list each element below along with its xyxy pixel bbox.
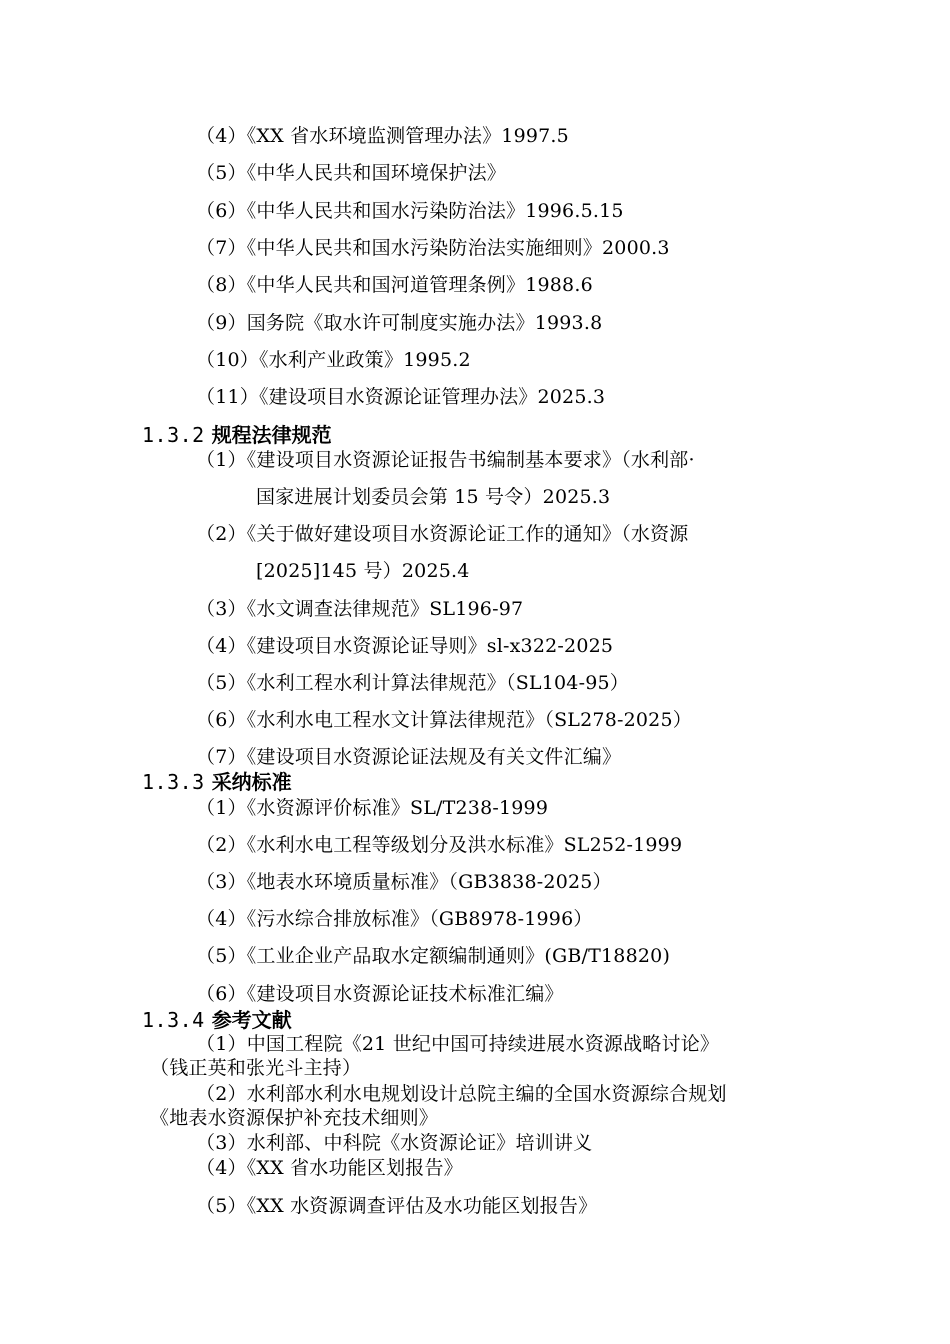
law-item-10: （10）《水利产业政策》1995.2 (196, 349, 471, 371)
regulation-item-3: （3）《水文调查法律规范》SL196-97 (196, 598, 524, 620)
section-number: 1.3.4 (142, 1008, 205, 1032)
section-number: 1.3.2 (142, 423, 205, 447)
section-title: 采纳标准 (211, 770, 292, 794)
regulation-item-4: （4）《建设项目水资源论证导则》sl-x322-2025 (196, 635, 614, 657)
reference-item-5: （5）《XX 水资源调查评估及水功能区划报告》 (196, 1195, 598, 1217)
standard-item-3: （3）《地表水环境质量标准》（GB3838-2025） (196, 871, 612, 893)
reference-item-1-line-2: （钱正英和张光斗主持） (150, 1057, 362, 1079)
section-heading-133 (142, 769, 292, 795)
reference-item-4: （4）《XX 省水功能区划报告》 (196, 1157, 463, 1179)
section-heading-134 (142, 1007, 292, 1033)
regulation-item-2-line-1: （2）《关于做好建设项目水资源论证工作的通知》（水资源 (196, 523, 689, 545)
standard-item-6: （6）《建设项目水资源论证技术标准汇编》 (196, 983, 564, 1005)
regulation-item-1-line-1: （1）《建设项目水资源论证报告书编制基本要求》（水利部· (196, 449, 695, 471)
reference-item-2-line-2: 《地表水资源保护补充技术细则》 (150, 1107, 439, 1129)
regulation-item-5: （5）《水利工程水利计算法律规范》（SL104-95） (196, 672, 629, 694)
law-item-7: （7）《中华人民共和国水污染防治法实施细则》2000.3 (196, 237, 670, 259)
reference-item-2-line-1: （2）水利部水利水电规划设计总院主编的全国水资源综合规划 (196, 1083, 727, 1105)
law-item-6: （6）《中华人民共和国水污染防治法》1996.5.15 (196, 200, 624, 222)
standard-item-2: （2）《水利水电工程等级划分及洪水标准》SL252-1999 (196, 834, 683, 856)
regulation-item-7: （7）《建设项目水资源论证法规及有关文件汇编》 (196, 746, 622, 768)
reference-item-1-line-1: （1）中国工程院《21 世纪中国可持续进展水资源战略讨论》 (196, 1033, 720, 1055)
section-number: 1.3.3 (142, 770, 205, 794)
section-title: 参考文献 (211, 1008, 292, 1032)
regulation-item-6: （6）《水利水电工程水文计算法律规范》（SL278-2025） (196, 709, 692, 731)
standard-item-4: （4）《污水综合排放标准》（GB8978-1996） (196, 908, 593, 930)
regulation-item-1-line-2: 国家进展计划委员会第 15 号令）2025.3 (256, 486, 611, 508)
standard-item-5: （5）《工业企业产品取水定额编制通则》(GB/T18820) (196, 945, 671, 967)
section-title: 规程法律规范 (211, 423, 332, 447)
law-item-11: （11）《建设项目水资源论证管理办法》2025.3 (196, 386, 606, 408)
regulation-item-2-line-2: [2025]145 号）2025.4 (256, 560, 470, 582)
law-item-9: （9）国务院《取水许可制度实施办法》1993.8 (196, 312, 603, 334)
standard-item-1: （1）《水资源评价标准》SL/T238-1999 (196, 797, 549, 819)
law-item-4: （4）《XX 省水环境监测管理办法》1997.5 (196, 125, 569, 147)
section-heading-132 (142, 422, 332, 448)
law-item-5: （5）《中华人民共和国环境保护法》 (196, 162, 506, 184)
law-item-8: （8）《中华人民共和国河道管理条例》1988.6 (196, 274, 593, 296)
reference-item-3: （3）水利部、中科院《水资源论证》培训讲义 (196, 1132, 593, 1154)
